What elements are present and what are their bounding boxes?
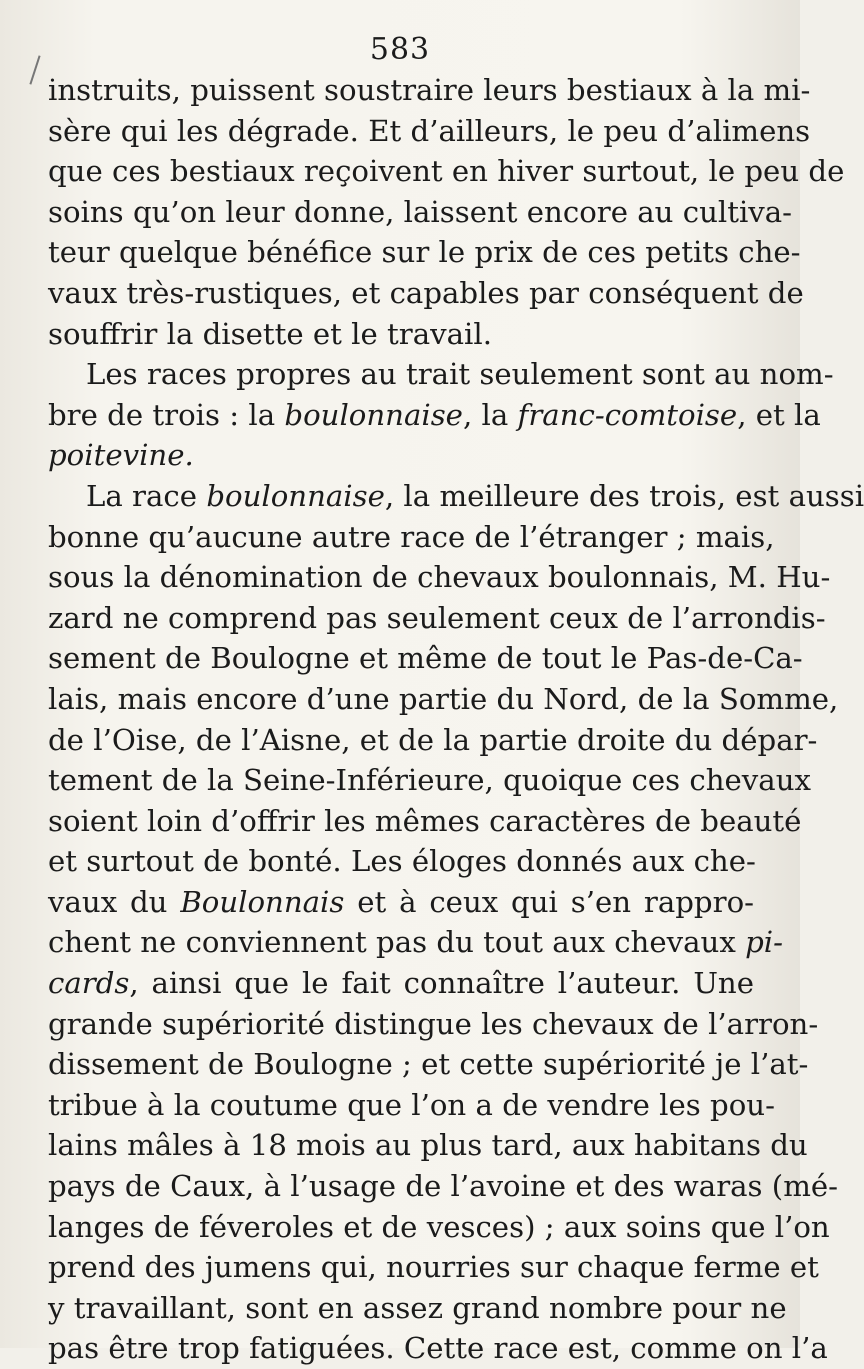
text-segment: pays de Caux, à l’usage de l’avoine et des waras (mé-	[48, 1169, 839, 1204]
italic-text: franc-comtoise	[517, 397, 738, 432]
text-line	[48, 760, 811, 801]
italic-text: boulonnaise	[206, 478, 385, 513]
text-segment: bre de trois : la	[48, 397, 285, 432]
italic-text: poitevine.	[48, 438, 194, 473]
text-line	[48, 192, 793, 233]
text-segment: lais, mais encore d’une partie du Nord, de la Somme,	[48, 681, 839, 716]
text-segment: soient loin d’offrir les mêmes caractères de beauté	[48, 803, 802, 838]
text-segment: grande supériorité distingue les chevaux de l’arron-	[48, 1006, 819, 1041]
text-segment: bonne qu’aucune autre race de l’étranger ; mais,	[48, 519, 775, 554]
text-segment: que ces bestiaux reçoivent en hiver surtout, le peu de	[48, 154, 845, 189]
text-segment: sement de Boulogne et même de tout le Pas-de-Ca-	[48, 641, 803, 676]
text-segment: zard ne comprend pas seulement ceux de l’arrondis-	[48, 600, 826, 635]
text-line	[48, 922, 783, 963]
text-segment: et à ceux qui s’en rappro-	[344, 884, 754, 919]
text-segment: lains mâles à 18 mois au plus tard, aux habitans du	[48, 1128, 808, 1163]
text-segment: langes de féveroles et de vesces) ; aux soins que l’on	[48, 1209, 830, 1244]
body-text	[48, 70, 864, 1369]
text-line	[48, 1044, 809, 1085]
text-line	[48, 111, 811, 152]
text-segment: teur quelque bénéfice sur le prix de ces petits che-	[48, 235, 801, 270]
italic-text: boulonnaise	[284, 397, 463, 432]
text-line	[48, 1166, 839, 1207]
text-line	[48, 476, 864, 517]
text-line	[48, 1328, 828, 1369]
text-line	[48, 1125, 808, 1166]
text-line	[48, 638, 803, 679]
text-segment: Les races propres au trait seulement sont au nom-	[86, 357, 834, 392]
text-segment: soins qu’on leur donne, laissent encore au cultiva-	[48, 194, 793, 229]
text-line	[48, 598, 826, 639]
text-segment: et surtout de bonté. Les éloges donnés aux che-	[48, 844, 756, 879]
text-line	[48, 232, 801, 273]
text-segment: chent ne conviennent pas du tout aux chevaux	[48, 925, 746, 960]
text-line	[48, 70, 811, 111]
text-segment: , la	[462, 397, 518, 432]
text-line	[48, 1085, 775, 1126]
text-line	[48, 1004, 819, 1045]
text-line	[48, 720, 818, 761]
text-line	[48, 435, 754, 476]
italic-text: Boulonnais	[180, 884, 345, 919]
text-line	[48, 354, 834, 395]
text-segment: vaux très-rustiques, et capables par conséquent de	[48, 275, 804, 310]
text-segment: , et la	[737, 397, 821, 432]
text-line	[48, 801, 802, 842]
text-line	[48, 314, 754, 355]
italic-text: cards	[48, 966, 130, 1001]
text-segment: de l’Oise, de l’Aisne, et de la partie droite du dépar-	[48, 722, 818, 757]
text-segment: dissement de Boulogne ; et cette supériorité je l’at-	[48, 1047, 809, 1082]
text-line	[48, 679, 839, 720]
text-segment: sous la dénomination de chevaux boulonnais, M. Hu-	[48, 560, 831, 595]
text-segment: pas être trop fatiguées. Cette race est, comme on l’a	[48, 1331, 828, 1366]
text-segment: souffrir la disette et le travail.	[48, 316, 492, 351]
text-segment: , la meilleure des trois, est aussi	[384, 478, 864, 513]
text-segment: La race	[86, 478, 207, 513]
text-line	[48, 841, 754, 882]
text-line	[48, 517, 775, 558]
text-line	[48, 1247, 819, 1288]
text-segment: instruits, puissent soustraire leurs bestiaux à la mi-	[48, 73, 811, 107]
text-line	[48, 882, 754, 923]
text-line	[48, 395, 821, 436]
text-line	[48, 963, 754, 1004]
text-segment: vaux du	[48, 884, 181, 919]
text-line	[48, 1207, 830, 1248]
text-segment: tribue à la coutume que l’on a de vendre les pou-	[48, 1087, 775, 1122]
text-line	[48, 151, 845, 192]
text-segment: , ainsi que le fait connaître l’auteur. Une	[129, 966, 754, 1001]
text-segment: y travaillant, sont en assez grand nombre pour ne	[48, 1290, 787, 1325]
text-segment: prend des jumens qui, nourries sur chaque ferme et	[48, 1250, 819, 1285]
text-segment: sère qui les dégrade. Et d’ailleurs, le peu d’alimens	[48, 113, 811, 148]
page-number: 583	[369, 32, 431, 67]
italic-text: pi-	[745, 925, 783, 960]
text-segment: tement de la Seine-Inférieure, quoique ces chevaux	[48, 763, 811, 798]
text-line	[48, 273, 804, 314]
text-line	[48, 557, 831, 598]
text-line	[48, 1288, 787, 1329]
